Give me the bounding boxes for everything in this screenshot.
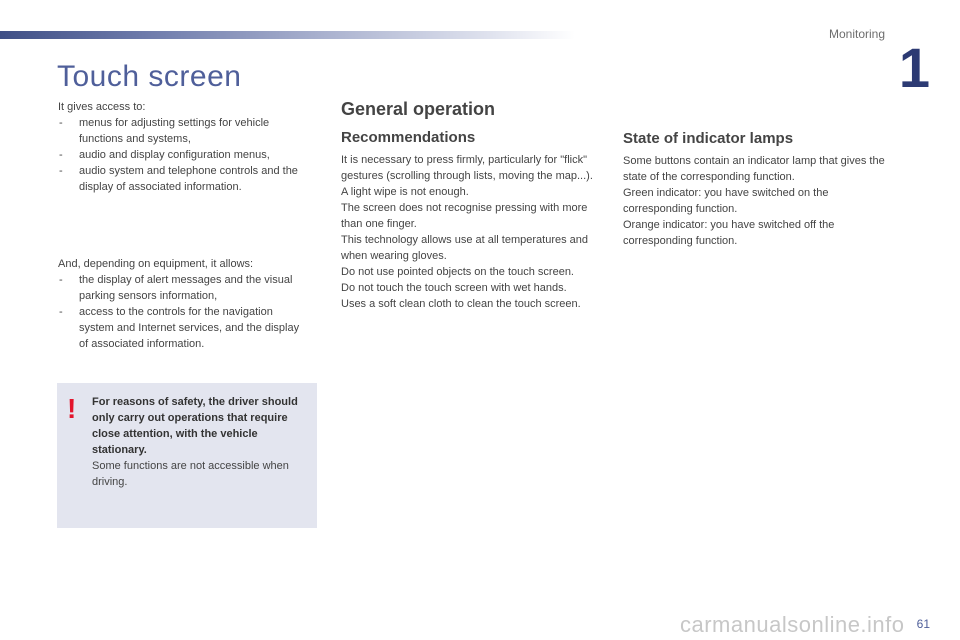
section-label: Monitoring <box>828 27 885 41</box>
warning-text <box>92 394 310 490</box>
intro-column <box>58 99 308 352</box>
exclamation-icon: ! <box>67 393 77 424</box>
access-lead: It gives access to: <box>58 101 146 113</box>
page-title: Touch screen <box>57 60 242 93</box>
watermark: carmanualsonline.info <box>680 612 905 637</box>
recommendation-text: Do not use pointed objects on the touch screen. <box>341 266 574 278</box>
indicator-heading: State of indicator lamps <box>623 130 794 147</box>
recommendation-text: A light wipe is not enough. <box>341 186 469 198</box>
general-operation-heading: General operation <box>341 99 496 119</box>
recommendations-column <box>341 130 599 312</box>
indicator-text: Green indicator: you have switched on the corresponding function. <box>623 187 829 215</box>
recommendation-text: Uses a soft clean cloth to clean the touch screen. <box>341 298 581 310</box>
safety-warning-box <box>57 383 317 528</box>
list-item: - audio and display configuration menus, <box>58 147 308 163</box>
list-item: - the display of alert messages and the visual parking sensors information, <box>58 272 308 304</box>
page-number: 61 <box>916 617 930 631</box>
chapter-number: 1 <box>898 36 930 99</box>
indicator-column <box>623 131 885 249</box>
access-list <box>58 115 308 195</box>
recommendations-heading: Recommendations <box>341 129 476 146</box>
warning-normal-text: Some functions are not accessible when driving. <box>92 460 289 488</box>
list-item: - audio system and telephone controls and the display of associated information. <box>58 163 308 195</box>
allows-list <box>58 272 308 352</box>
warning-bold-text: For reasons of safety, the driver should only carry out operations that require close attention, with the vehicle stationary. <box>92 396 298 456</box>
recommendation-text: The screen does not recognise pressing with more than one finger. <box>341 202 588 230</box>
recommendation-text: It is necessary to press firmly, particularly for "flick" gestures (scrolling through lists, moving the map...). <box>341 154 593 182</box>
list-item: - access to the controls for the navigation system and Internet services, and the display of associated information. <box>58 304 308 352</box>
allows-lead: And, depending on equipment, it allows: <box>58 258 254 270</box>
indicator-text: Some buttons contain an indicator lamp that gives the state of the corresponding function. <box>623 155 885 183</box>
recommendation-text: Do not touch the touch screen with wet hands. <box>341 282 567 294</box>
list-item: - menus for adjusting settings for vehicle functions and systems, <box>58 115 308 147</box>
recommendation-text: This technology allows use at all temperatures and when wearing gloves. <box>341 234 589 262</box>
indicator-text: Orange indicator: you have switched off the corresponding function. <box>623 219 835 247</box>
header-color-bar <box>0 31 575 39</box>
